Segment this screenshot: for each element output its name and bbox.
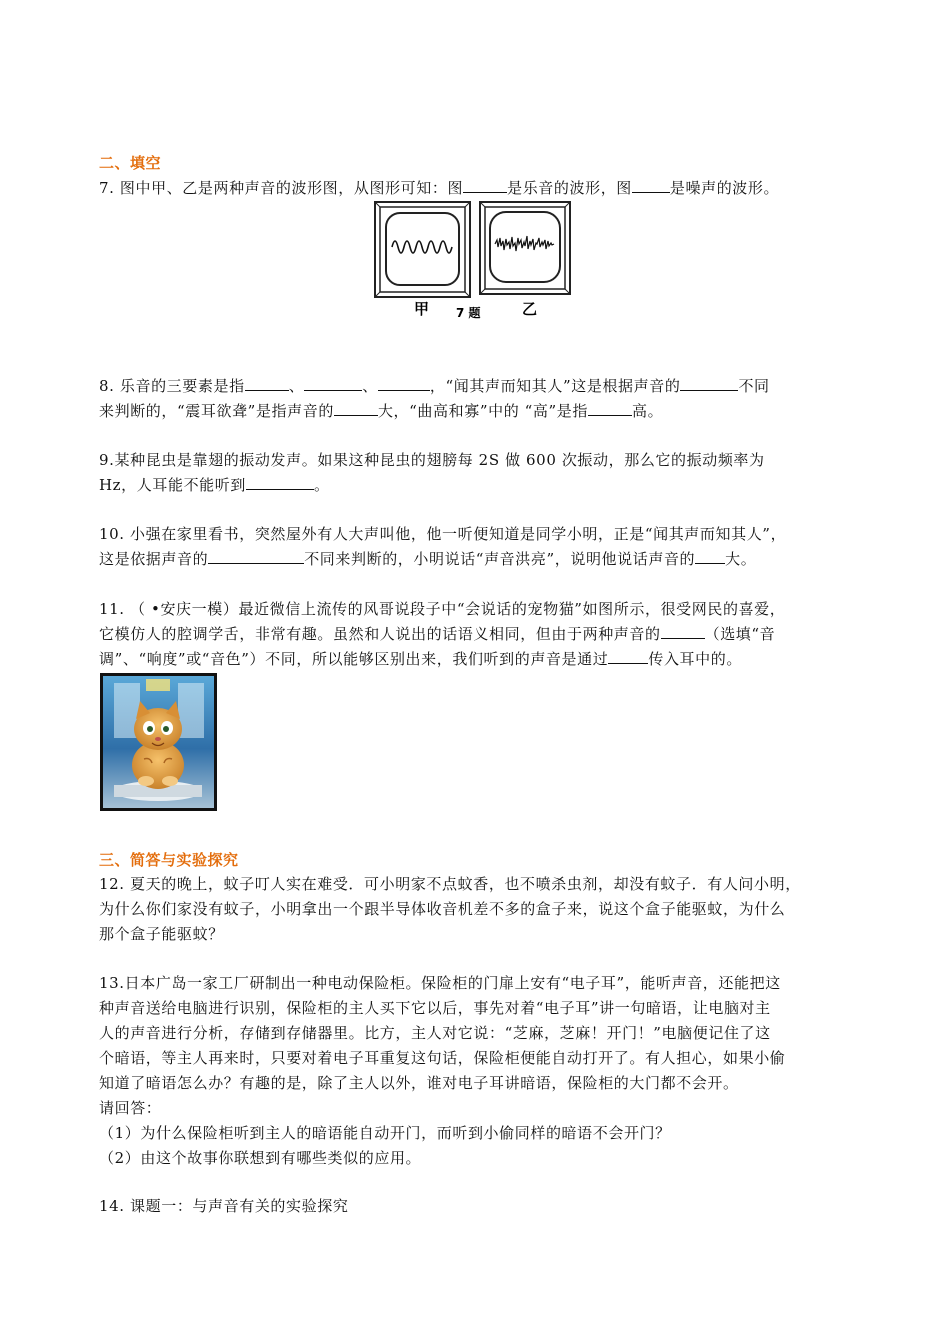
question-8-text: ，“闻其声而知其人”这是根据声音的 <box>429 377 681 395</box>
question-8-text: 8. 乐音的三要素是指 <box>99 377 245 395</box>
talking-cat-image <box>100 673 217 811</box>
question-10-text: 大。 <box>725 550 757 568</box>
question-13-line: 13.日本广岛一家工厂研制出一种电动保险柜。保险柜的门扉上安有“电子耳”，能听声音，还能把这 <box>99 974 781 992</box>
question-12 <box>99 872 864 947</box>
answer-blank[interactable] <box>608 649 648 664</box>
question-13-subquestion-2: （2）由这个故事你联想到有哪些类似的应用。 <box>99 1149 422 1167</box>
answer-blank[interactable] <box>245 376 289 391</box>
question-7-text-mid: 是乐音的波形，图 <box>507 179 632 197</box>
question-9 <box>99 448 864 498</box>
figure-caption: 7 题 <box>456 306 481 320</box>
question-11-text: 它模仿人的腔调学舌，非常有趣。虽然和人说出的话语义相同，但由于两种声音的 <box>99 625 661 643</box>
question-13 <box>99 971 864 1171</box>
question-11-text: （选填“音 <box>704 625 776 643</box>
question-13-line: 个暗语，等主人再来时，只要对着电子耳重复这句话，保险柜便能自动打开了。有人担心，如果小偷 <box>99 1049 786 1067</box>
answer-blank[interactable] <box>680 376 738 391</box>
question-11-text: 11. （ •安庆一模）最近微信上流传的风哥说段子中“会说话的宠物猫”如图所示，很受网民的喜爱， <box>99 600 786 618</box>
figure-label-yi: 乙 <box>522 300 538 318</box>
question-13-line: 知道了暗语怎么办？有趣的是，除了主人以外，谁对电子耳讲暗语，保险柜的大门都不会开。 <box>99 1074 739 1092</box>
answer-blank[interactable] <box>632 178 670 193</box>
answer-blank[interactable] <box>378 376 430 391</box>
question-7 <box>99 177 864 198</box>
question-8-text: 、 <box>288 377 305 395</box>
question-10 <box>99 522 864 572</box>
screen-jia <box>375 202 470 297</box>
question-13-subquestion-1: （1）为什么保险柜听到主人的暗语能自动开门，而听到小偷同样的暗语不会开门？ <box>99 1124 671 1142</box>
question-8-text: 不同 <box>738 377 770 395</box>
answer-blank[interactable] <box>334 401 378 416</box>
question-10-text: 10. 小强在家里看书，突然屋外有人大声叫他，他一听便知道是同学小明，正是“闻其声而知其人”， <box>99 525 787 543</box>
question-8 <box>99 374 864 424</box>
question-13-prompt: 请回答： <box>99 1099 162 1117</box>
question-10-text: 这是依据声音的 <box>99 550 209 568</box>
question-12-line: 12. 夏天的晚上，蚊子叮人实在难受．可小明家不点蚊香，也不喷杀虫剂，却没有蚊子．有人问小明， <box>99 875 801 893</box>
talking-cat-illustration <box>100 673 217 811</box>
answer-blank[interactable] <box>661 624 705 639</box>
question-8-text: 高。 <box>632 402 664 420</box>
answer-blank[interactable] <box>588 401 632 416</box>
waveform-figure-svg <box>372 199 577 324</box>
question-8-text: 、 <box>362 377 378 395</box>
question-13-line: 种声音送给电脑进行识别，保险柜的主人买下它以后，事先对着“电子耳”讲一句暗语，让电脑对主 <box>99 999 771 1017</box>
question-10-text: 不同来判断的，小明说话“声音洪亮”，说明他说话声音的 <box>304 550 696 568</box>
answer-blank[interactable] <box>695 549 725 564</box>
figure-label-jia: 甲 <box>414 300 430 318</box>
question-7-text-post: 是噪声的波形。 <box>669 179 780 197</box>
question-9-text: 。 <box>314 476 330 494</box>
answer-blank[interactable] <box>304 376 362 391</box>
section-heading-fill-blank: 二、填空 <box>99 154 162 172</box>
question-12-line: 为什么你们家没有蚊子，小明拿出一个跟半导体收音机差不多的盒子来，说这个盒子能驱蚊，为什么 <box>99 900 786 918</box>
question-13-line: 人的声音进行分析，存储到存储器里。比方，主人对它说：“芝麻，芝麻！开门！”电脑便记住了这 <box>99 1024 771 1042</box>
question-14: 14. 课题一：与声音有关的实验探究 <box>99 1197 349 1215</box>
question-7-text-pre: 7. 图中甲、乙是两种声音的波形图，从图形可知：图 <box>99 179 464 197</box>
question-11 <box>99 597 864 672</box>
question-8-text: 大，“曲高和寡”中的 “高”是指 <box>377 402 588 420</box>
question-11-text: 调”、“响度”或“音色”）不同，所以能够区别出来，我们听到的声音是通过 <box>99 650 609 668</box>
question-8-text: 来判断的，“震耳欲聋”是指声音的 <box>99 402 334 420</box>
waveform-figure <box>372 199 577 324</box>
question-9-text: Hz，人耳能不能听到 <box>99 476 246 494</box>
screen-yi <box>480 202 570 294</box>
answer-blank[interactable] <box>208 549 304 564</box>
question-12-line: 那个盒子能驱蚊？ <box>99 925 224 943</box>
question-11-text: 传入耳中的。 <box>648 650 742 668</box>
question-9-text: 9.某种昆虫是靠翅的振动发声。如果这种昆虫的翅膀每 2S 做 600 次振动，那么它的振动频率为 <box>99 451 765 469</box>
section-heading-short-answer: 三、简答与实验探究 <box>99 851 239 869</box>
answer-blank[interactable] <box>246 475 314 490</box>
answer-blank[interactable] <box>463 178 507 193</box>
